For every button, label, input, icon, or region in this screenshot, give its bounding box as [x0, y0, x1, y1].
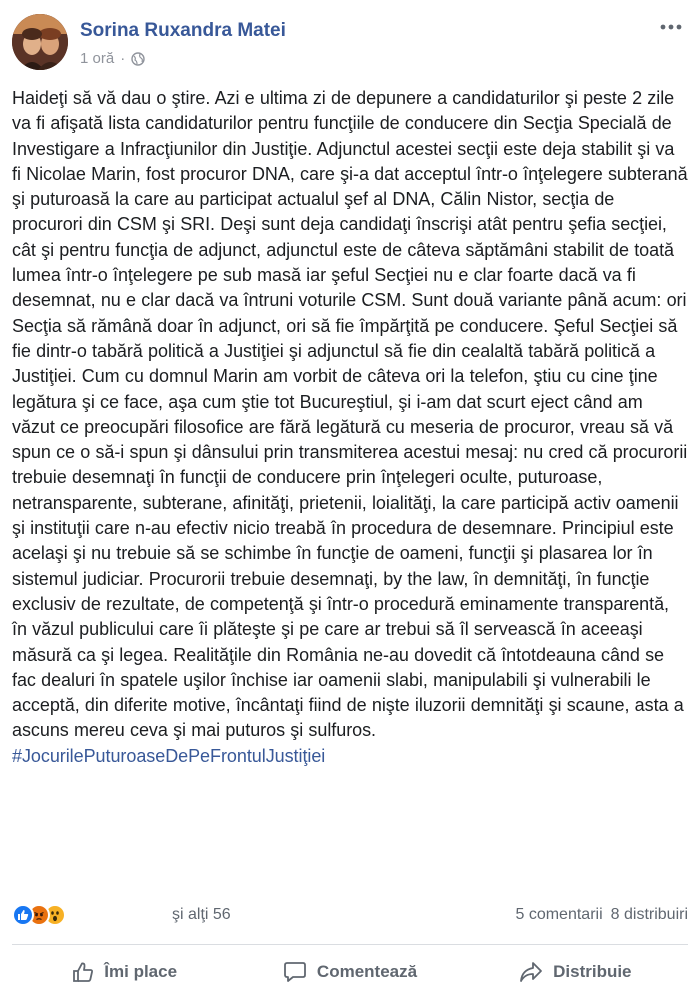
comment-icon: [283, 961, 307, 983]
post-header: [12, 14, 688, 72]
divider: [12, 944, 688, 945]
reaction-icons[interactable]: [12, 904, 60, 926]
thumbs-up-icon: [72, 961, 94, 983]
action-bar: [12, 950, 688, 994]
reactions-others[interactable]: şi alţi 56: [172, 906, 231, 923]
share-button-label: Distribuie: [553, 962, 632, 981]
like-reaction-icon[interactable]: [12, 904, 34, 926]
more-horizontal-icon[interactable]: [658, 18, 684, 36]
globe-icon[interactable]: [131, 52, 145, 66]
engagement-counts: [515, 906, 688, 924]
meta-separator: ·: [120, 50, 126, 67]
hashtag-link[interactable]: #JocurilePuturoaseDePeFrontulJustiţiei: [12, 745, 326, 766]
comment-button-label: Comentează: [316, 962, 418, 981]
comments-count[interactable]: 5 comentarii: [515, 906, 603, 923]
share-icon: [519, 961, 543, 983]
post-body: [12, 86, 688, 769]
author-name[interactable]: Sorina Ruxandra Matei: [80, 20, 286, 41]
reactions-bar: [12, 903, 688, 929]
like-button[interactable]: [12, 950, 237, 994]
post-meta: [80, 50, 145, 67]
avatar[interactable]: [12, 14, 68, 70]
like-button-label: Îmi place: [104, 962, 178, 981]
share-button[interactable]: [463, 950, 688, 994]
shares-count[interactable]: 8 distribuiri: [610, 906, 688, 923]
comment-button[interactable]: [237, 950, 462, 994]
post-time[interactable]: 1 oră: [80, 50, 115, 67]
post-text: Haideţi să vă dau o ştire. Azi e ultima zi de depunere a candidaturilor şi peste 2 zile va fi afişată lista candidaturilor pentru funcţiile de conducere din Secţia Specială de Investigare a Infracţiunilor din Justiţie. Adjunctul acestei secţii este deja stabilit şi va fi Nicolae Marin, fost procuror DNA, care şi-a dat acceptul într-o înţelegere subterană şi puturoasă la care au participat actualul şef al DNA, Călin Nistor, secţia de procurori din CSM şi SRI. Deşi sunt deja candidaţi înscrişi atât pentru şefia secţiei, cât şi pentru funcţia de adjunct, adjunctul este de câteva săptămâni stabilit de toată lumea într-o înţelegere pe sub masă iar şeful Secţiei nu e clar foarte dacă va fi desemnat, nu e clar dacă va întruni voturile CSM. Sunt două variante până acum: ori Secţia să rămână doar în adjunct, ori să fie împărţită pe conducere. Şeful Secţiei să fie dintr-o tabără politică a Justiţiei şi adjunctul să fie din cealaltă tabără politică a Justiţiei. Cum cu domnul Marin am vorbit de câteva ori la telefon, ştiu cu cine ţine legătura şi ce face, aşa cum ştie tot Bucureştiul, şi i-am dat scurt eject când am văzut ce preocupări filosofice are fără legătură cu meseria de procuror, vreau să vă spun ce o să-i spun şi dânsului prin transmiterea acestui mesaj: nu cred că procurorii trebuie desemnaţi în funcţii de conducere prin înţelegeri oculte, puturoase, netransparente, subterane, afinităţi, prietenii, loialităţi, la care participă activ oamenii şi instituţii care n-au efectiv nicio treabă în procedura de desemnare. Principiul este acelaşi şi nu trebuie să se schimbe în funcţie de oameni, funcţii şi plasarea lor în sistemul judiciar. Procurorii trebuie desemnaţi, by the law, în demnităţi, în funcţie exclusiv de rezultate, de competenţă şi într-o procedură eminamente transparentă, în văzul publicului care îi plăteşte şi pe care ar trebui să îl servească în aceeaşi măsură ca şi legea. Realităţile din România ne-au dovedit că întotdeauna când se fac dealuri în spatele uşilor închise iar oamenii slabi, manipulabili şi vulnerabili le acceptă, din diferite motive, încântaţi fiind de nişte iluzorii demnităţi şi scaune, asta a ascuns mereu ceva şi mai puturos şi sulfuros.: [12, 88, 688, 741]
